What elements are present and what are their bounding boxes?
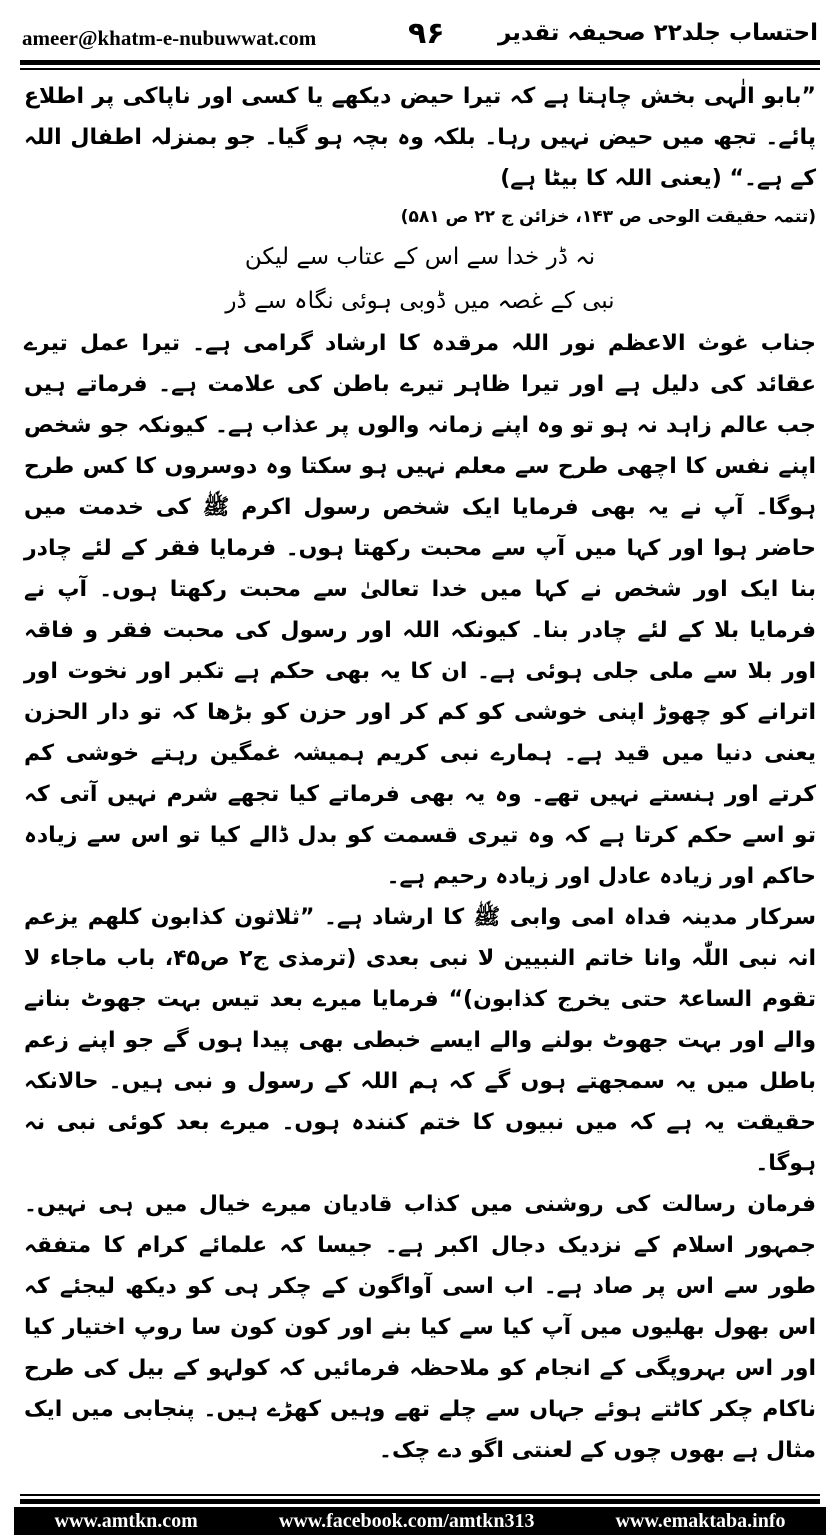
paragraph-qadiyan: فرمان رسالت کی روشنی میں کذاب قادیان میرے خیال میں ہی نہیں۔ جمہور اسلام کے نزدیک دجال اکبر ہے۔ جیسا کہ علمائے کرام کا متفقہ طور سے اس پر صاد ہے۔ اب اسی آواگون کے چکر ہی کو دیکھ لیجئے کہ اس بھول بھلیوں میں آپ کیا سے کیا بنے اور کون کون سا روپ اختیار کیا اور اس بہروپگی کے انجام کو ملاحظہ فرمائیں کہ کولہو کے بیل کی طرح ناکام چکر کاٹتے ہوئے جہاں سے چلے تھے وہیں کھڑے ہیں۔ پنجابی میں ایک مثال ہے بھوں چوں کے لعنتی اگو دے چک۔ <box>24 1192 816 1463</box>
book-title: احتساب جلد۲۲ صحیفہ تقدیر <box>498 20 818 46</box>
paragraph-ghaus-azam: جناب غوث الاعظم نور اللہ مرقدہ کا ارشاد گرامی ہے۔ تیرا عمل تیرے عقائد کی دلیل ہے اور تیرا ظاہر تیرے باطن کی علامت ہے۔ فرماتے ہیں جب عالم زاہد نہ ہو تو وہ اپنے زمانہ والوں پر عذاب ہے۔ کیونکہ جو شخص اپنے نفس کا اچھی طرح سے معلم نہیں ہو سکتا وہ دوسروں کا کس طرح ہوگا۔ آپ نے یہ بھی فرمایا ایک شخص رسول اکرم ﷺ کی خدمت میں حاضر ہوا اور کہا میں آپ سے محبت رکھتا ہوں۔ فرمایا فقر کے لئے چادر بنا ایک اور شخص نے کہا میں خدا تعالیٰ سے محبت رکھتا ہوں۔ آپ نے فرمایا بلا کے لئے چادر بنا۔ کیونکہ اللہ اور رسول کی محبت فقر و فاقہ اور بلا سے ملی جلی ہوئی ہے۔ ان کا یہ بھی حکم ہے تکبر اور نخوت اور اترانے کو چھوڑ اپنی خوشی کو کم کر اور حزن کو بڑھا کہ تو دار الحزن یعنی دنیا میں قید ہے۔ ہمارے نبی کریم ہمیشہ غمگین رہتے خوشی کم کرتے اور ہنستے نہیں تھے۔ وہ یہ بھی فرماتے کیا تجھے شرم نہیں آتی کہ تو اسے حکم کرتا ہے کہ وہ تیری قسمت کو بدل ڈالے کیا تو اس سے زیادہ حاکم اور زیادہ عادل اور زیادہ رحیم ہے۔ <box>24 331 816 889</box>
header-rule-thin <box>20 68 820 70</box>
footer-links-bar <box>14 1507 826 1535</box>
page-body <box>24 76 816 1466</box>
footer-link-amtkn[interactable]: www.amtkn.com <box>54 1509 198 1532</box>
header-rule-thick <box>20 60 820 65</box>
footer-rule-thin <box>20 1494 820 1496</box>
page-number: ۹۶ <box>408 16 445 51</box>
footer-rule-thick <box>20 1499 820 1504</box>
verse-line-2: نبی کے غصہ میں ڈوبی ہوئی نگاہ سے ڈر <box>225 288 615 314</box>
footer-link-facebook[interactable]: www.facebook.com/amtkn313 <box>278 1509 535 1532</box>
page-header <box>0 0 840 66</box>
email-address: ameer@khatm-e-nubuwwat.com <box>22 26 317 50</box>
footer-link-emaktaba[interactable]: www.emaktaba.info <box>615 1509 786 1532</box>
paragraph-hadith: سرکار مدینہ فداہ امی وابی ﷺ کا ارشاد ہے۔ ”ثلاثون کذابون کلھم یزعم انہ نبی اللّٰہ وانا خاتم النبیین لا نبی بعدی (ترمذی ج۲ ص۴۵، باب ماجاء لا تقوم الساعۃ حتی یخرج کذابون)“ فرمایا میرے بعد تیس بہت جھوٹ بنانے والے اور بہت جھوٹ بولنے والے ایسے خبطی بھی پیدا ہوں گے جو اپنے زعم باطل میں یہ سمجھتے ہوں گے کہ ہم اللہ کے رسول و نبی ہیں۔ حالانکہ حقیقت یہ ہے کہ میں نبیوں کا ختم کنندہ ہوں۔ میرے بعد کوئی نبی نہ ہوگا۔ <box>24 905 816 1176</box>
quote-paragraph: ”بابو الٰہی بخش چاہتا ہے کہ تیرا حیض دیکھے یا کسی اور ناپاکی پر اطلاع پائے۔ تجھ میں حیض نہیں رہا۔ بلکہ وہ بچہ ہو گیا۔ جو بمنزلہ اطفال اللہ کے ہے۔“ (یعنی اللہ کا بیٹا ہے) <box>24 84 816 191</box>
verse-line-1: نہ ڈر خدا سے اس کے عتاب سے لیکن <box>244 244 596 270</box>
reference-citation: (تتمہ حقیقت الوحی ص ۱۴۳، خزائن ج ۲۲ ص ۵۸۱) <box>400 207 816 227</box>
